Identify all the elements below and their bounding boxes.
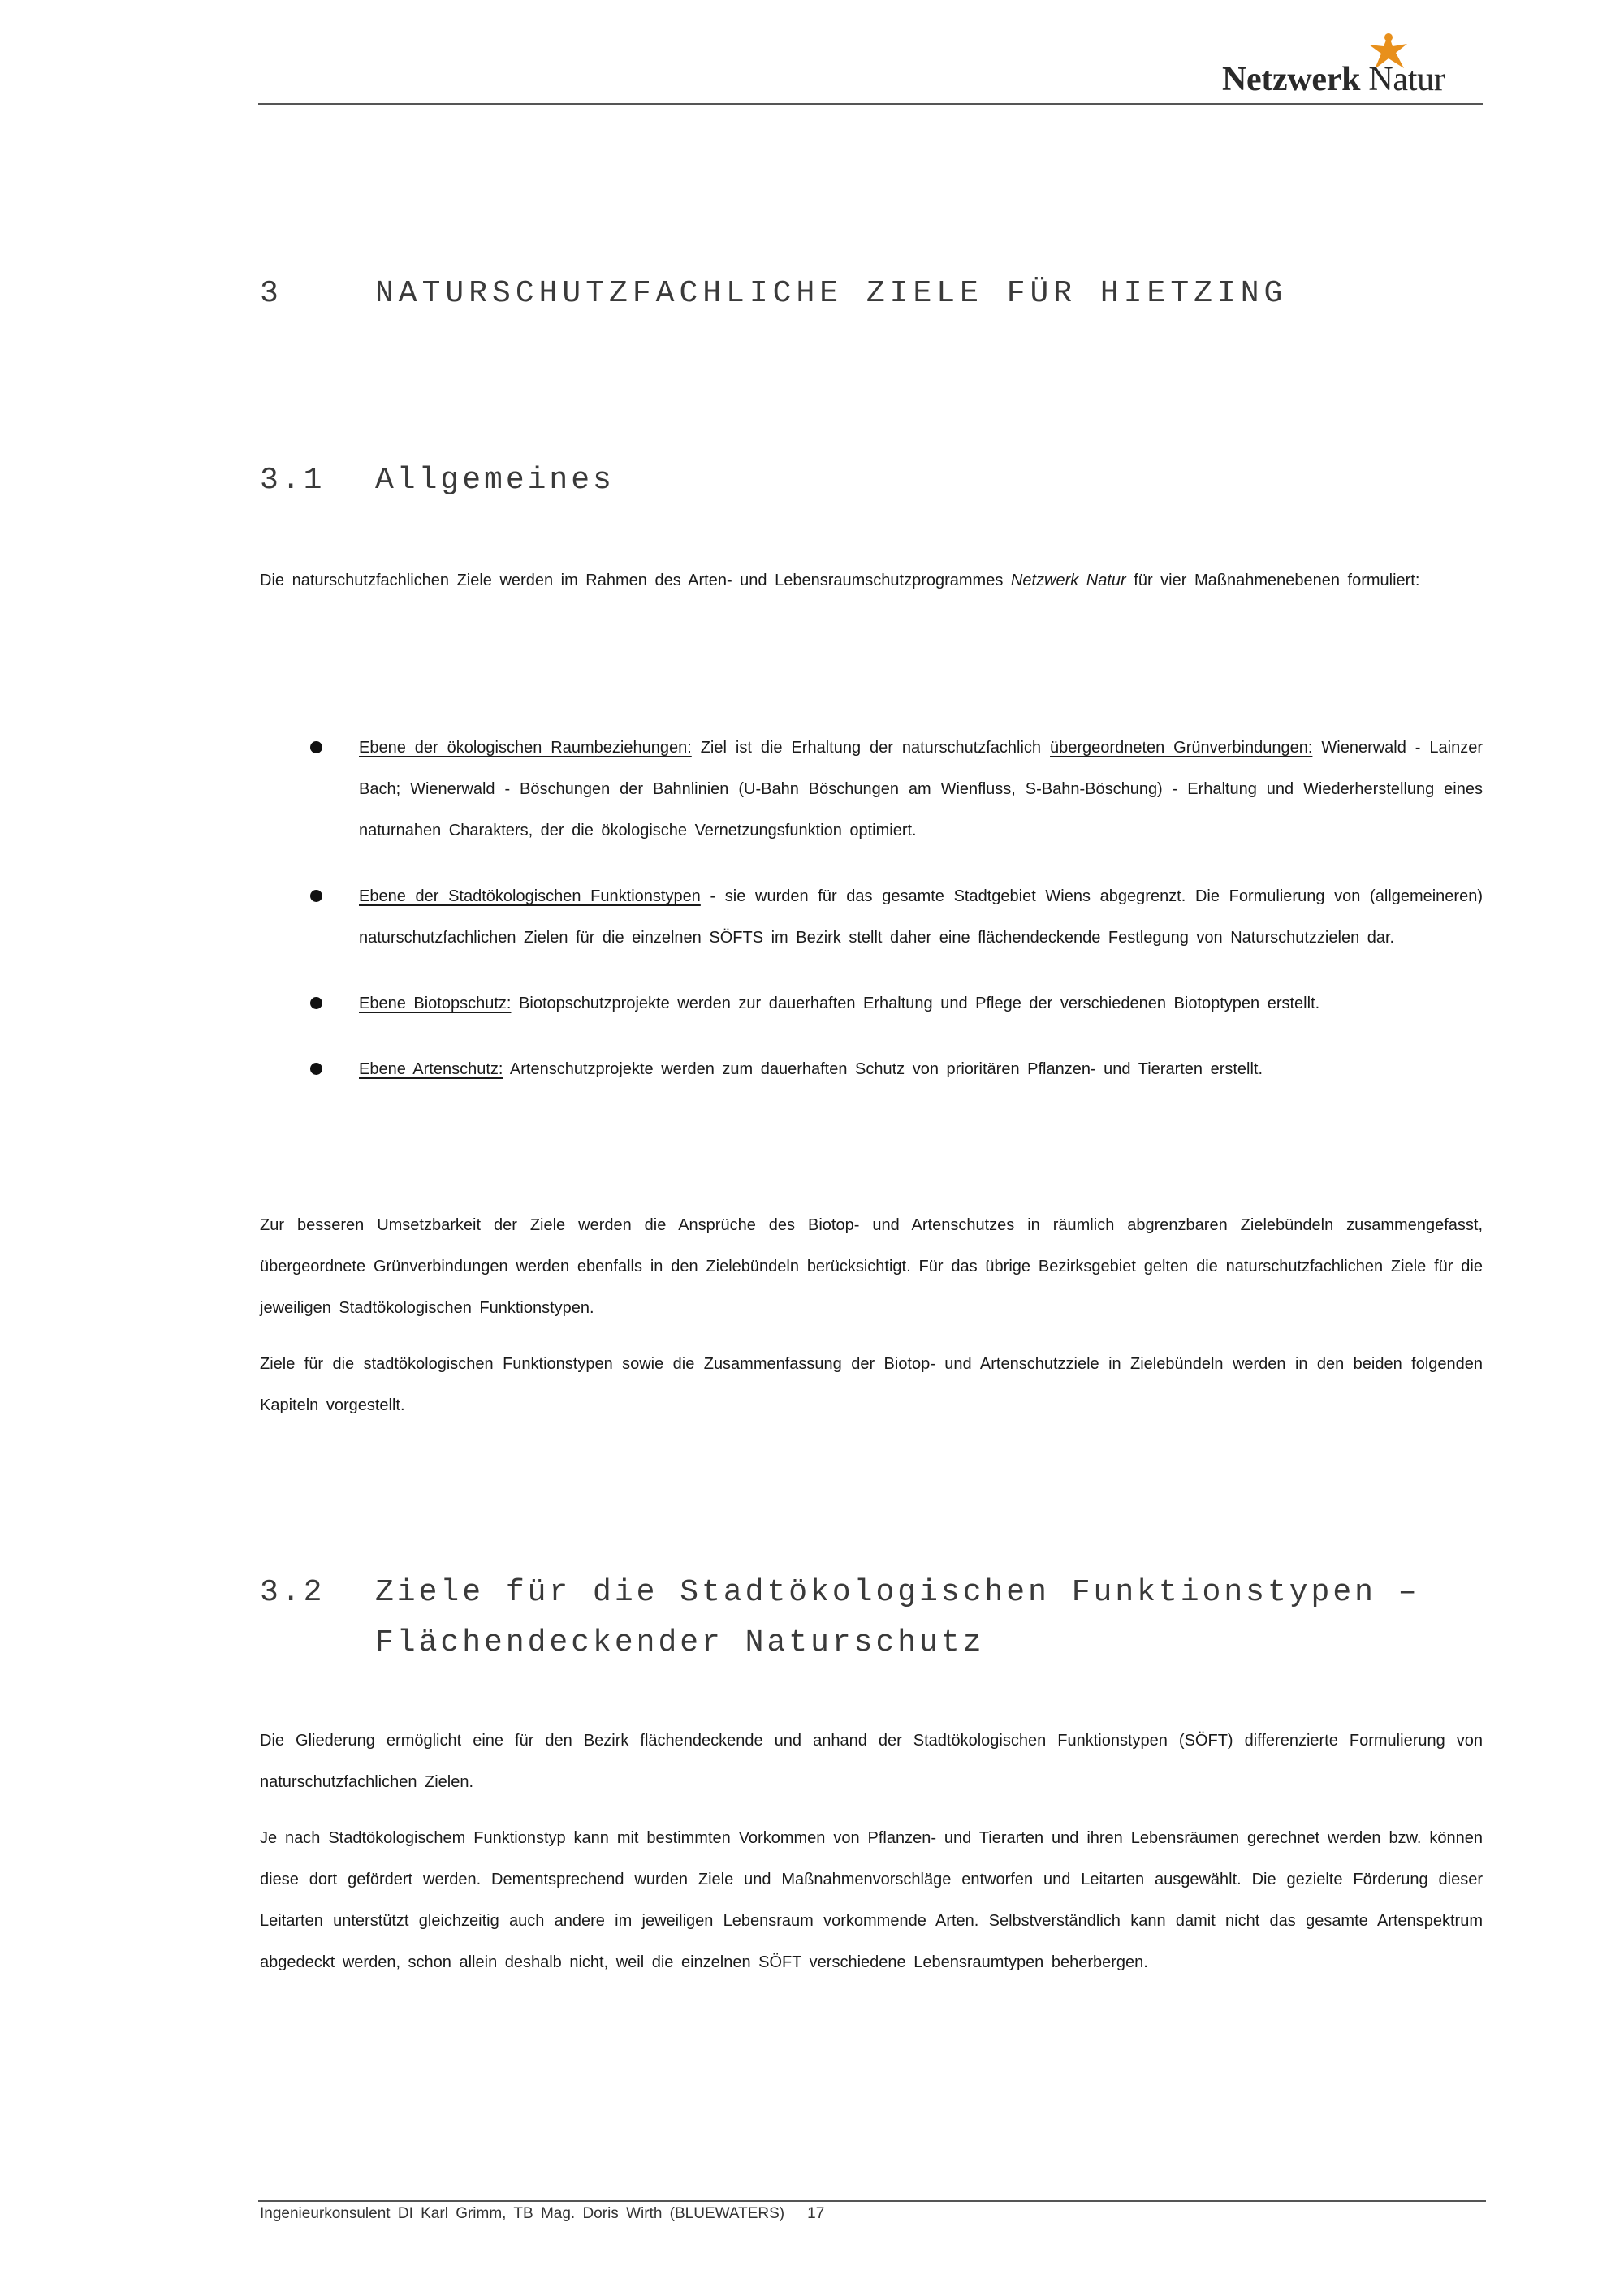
logo-word-natur: Natur	[1368, 61, 1445, 98]
chapter-title: NATURSCHUTZFACHLICHE ZIELE FÜR HIETZING	[375, 276, 1288, 311]
list-item	[260, 1049, 1483, 1090]
section-heading-3-1	[260, 463, 615, 498]
logo-wordmark	[1222, 60, 1445, 99]
list-item-label: Ebene der ökologischen Raumbeziehungen:	[359, 739, 692, 757]
list-item-label: Ebene Artenschutz:	[359, 1060, 503, 1078]
list-item-label: Ebene Biotopschutz:	[359, 995, 512, 1012]
list-item-text: Artenschutzprojekte werden zum dauerhaften Schutz von prioritären Pflanzen- und Tierarten erstellt.	[509, 1060, 1263, 1078]
paragraph-leitarten: Je nach Stadtökologischem Funktionstyp kann mit bestimmten Vorkommen von Pflanzen- und Tierarten und ihren Lebensräumen gerechnet werden bzw. können diese dort gefördert werden. Dementsprechend wurden Ziele und Maßnahmenvorschläge entworfen und Leitarten ausgewählt. Die gezielte Förderung dieser Leitarten unterstützt gleichzeitig auch andere im jeweiligen Lebensraum vorkommende Arten. Selbstverständlich kann damit nicht das gesamte Artenspektrum abgedeckt werden, schon allein deshalb nicht, weil die einzelnen SÖFT verschiedene Lebensraumtypen beherbergen.	[260, 1829, 1483, 1971]
list-item-text: Biotopschutzprojekte werden zur dauerhaften Erhaltung und Pflege der verschiedenen Biotoptypen erstellt.	[519, 995, 1320, 1012]
header-divider	[258, 103, 1483, 105]
intro-emphasis: Netzwerk Natur	[1010, 572, 1126, 589]
section-title-line1: Ziele für die Stadtökologischen Funktionstypen –	[375, 1575, 1420, 1610]
page-number: 17	[807, 2205, 825, 2222]
paragraph-gliederung: Die Gliederung ermöglicht eine für den Bezirk flächendeckende und anhand der Stadtökologischen Funktionstypen (SÖFT) differenzierte Formulierung von naturschutzfachlichen Zielen.	[260, 1732, 1483, 1791]
chapter-number: 3	[260, 276, 283, 311]
logo-word-netzwerk: Netzwerk	[1222, 61, 1361, 98]
page-footer	[260, 2205, 824, 2223]
list-item-text: Ziel ist die Erhaltung der naturschutzfachlich	[700, 739, 1042, 757]
section-number: 3.2	[260, 1575, 326, 1610]
list-item-label: Ebene der Stadtökologischen Funktionstypen	[359, 887, 701, 905]
list-item	[260, 876, 1483, 959]
intro-text-b: für vier Maßnahmenebenen formuliert:	[1134, 572, 1420, 589]
section-title: Allgemeines	[375, 463, 615, 498]
intro-paragraph	[260, 560, 1483, 602]
bullet-icon	[310, 741, 322, 753]
list-item-text: Wienerwald - Lainzer Bach; Wienerwald - Böschungen der Bahnlinien (U-Bahn Böschungen am Wienfluss, S-Bahn-Böschung) - Erhaltung und Wiederherstellung eines naturnahen Charakters, der die ökologische Vernetzungsfunktion optimiert.	[359, 739, 1483, 839]
section-heading-3-2	[260, 1575, 1420, 1610]
list-item	[260, 983, 1483, 1025]
list-item-underlined: übergeordneten Grünverbindungen:	[1050, 739, 1313, 757]
footer-credit: Ingenieurkonsulent DI Karl Grimm, TB Mag. Doris Wirth (BLUEWATERS)	[260, 2205, 785, 2222]
bullet-icon	[310, 890, 322, 902]
list-item	[260, 727, 1483, 852]
bullet-icon	[310, 997, 322, 1009]
paragraph-zielebuendel: Zur besseren Umsetzbarkeit der Ziele werden die Ansprüche des Biotop- und Artenschutzes in räumlich abgrenzbaren Zielebündeln zusammengefasst, übergeordnete Grünverbindungen werden ebenfalls in den Zielebündeln berücksichtigt. Für das übrige Bezirksgebiet gelten die naturschutzfachlichen Ziele für die jeweiligen Stadtökologischen Funktionstypen.	[260, 1216, 1483, 1317]
section-title-line2: Flächendeckender Naturschutz	[375, 1625, 985, 1660]
section-number: 3.1	[260, 463, 326, 498]
chapter-heading	[260, 276, 1287, 311]
netzwerk-natur-logo	[1222, 32, 1482, 97]
list-item-text: - sie wurden für das gesamte Stadtgebiet Wiens abgegrenzt. Die Formulierung von (allgemeineren) naturschutzfachlichen Zielen für die einzelnen SÖFTS im Bezirk stellt daher eine flächendeckende Festlegung von Naturschutzzielen dar.	[359, 887, 1483, 947]
paragraph-kapitel-ueberblick: Ziele für die stadtökologischen Funktionstypen sowie die Zusammenfassung der Biotop- und Artenschutzziele in Zielebündeln werden in den beiden folgenden Kapiteln vorgestellt.	[260, 1355, 1483, 1414]
bullet-icon	[310, 1063, 322, 1075]
footer-divider	[258, 2200, 1486, 2202]
intro-text-a: Die naturschutzfachlichen Ziele werden im Rahmen des Arten- und Lebensraumschutzprogrammes	[260, 572, 1004, 589]
measure-levels-list	[260, 727, 1483, 1115]
